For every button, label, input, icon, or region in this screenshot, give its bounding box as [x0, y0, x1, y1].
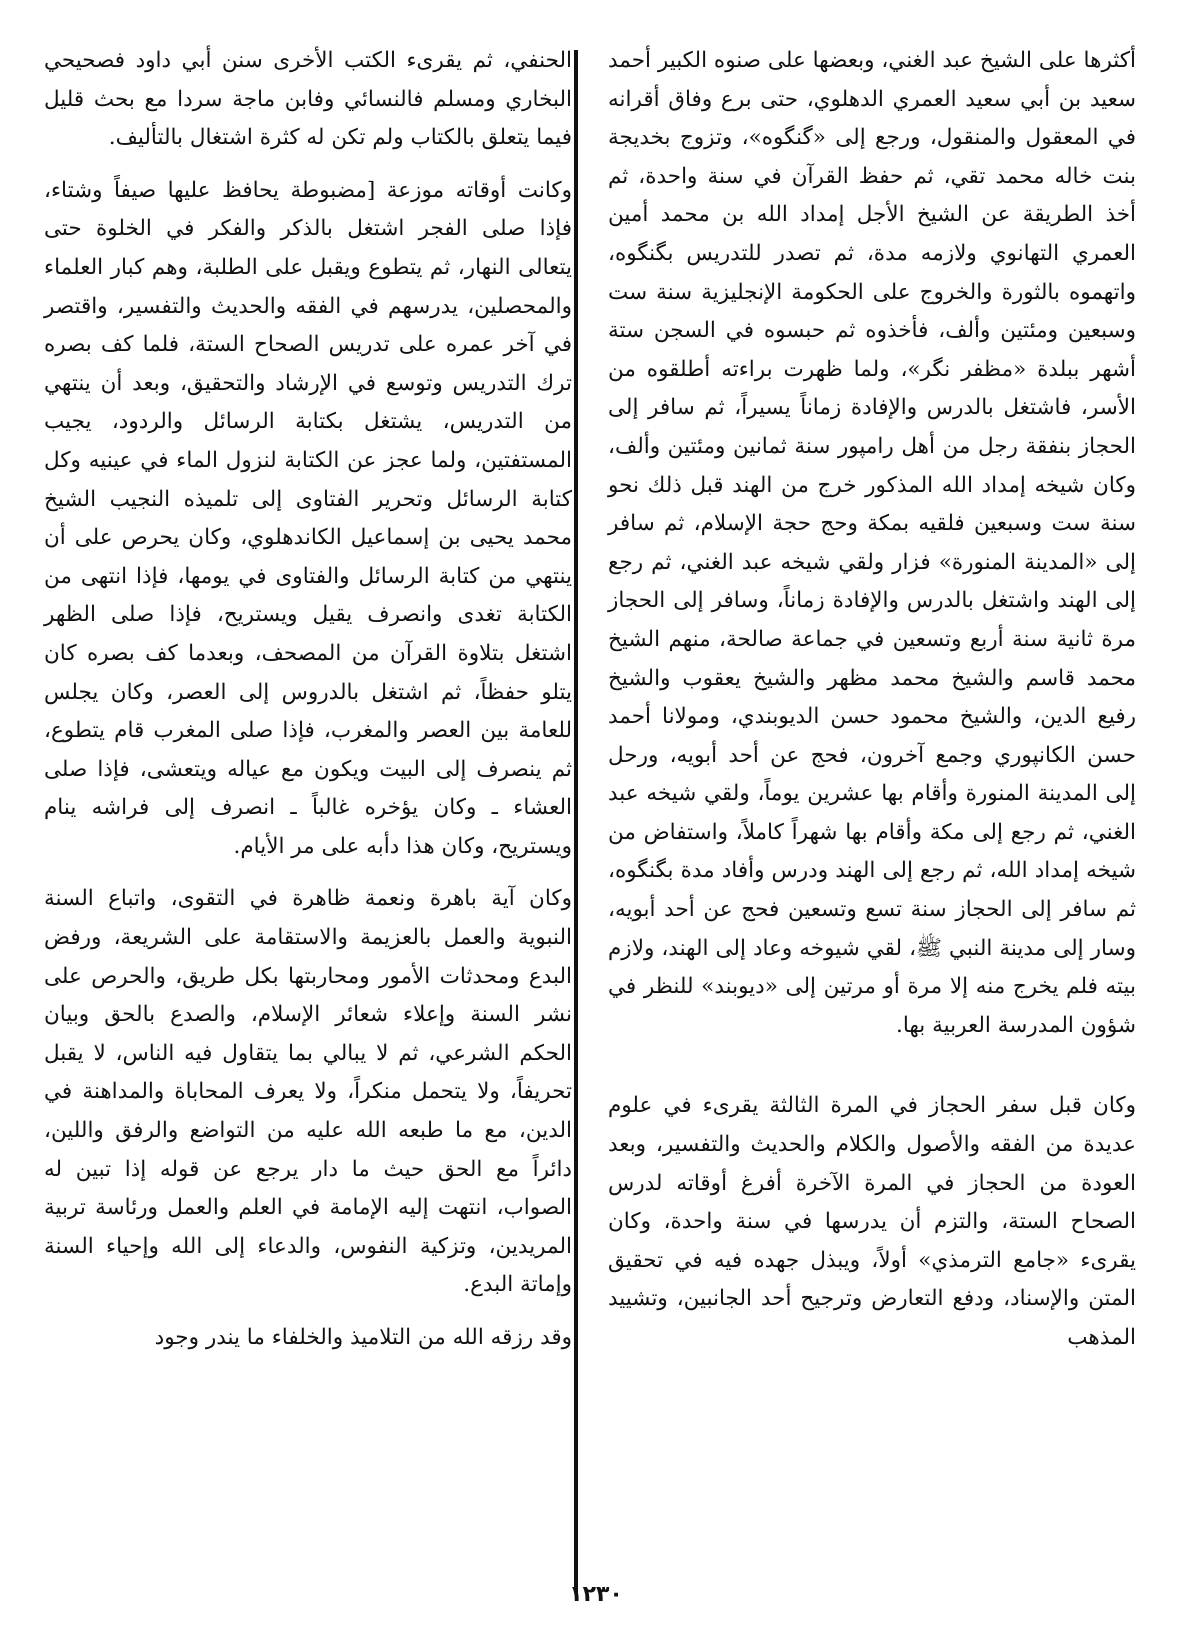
- left-column: [44, 42, 572, 1358]
- right-paragraph-2: وكان قبل سفر الحجاز في المرة الثالثة يقرىء في علوم عديدة من الفقه والأصول والكلام والحديث والتفسير، وبعد العودة من الحجاز في المرة الآخرة أفرغ أوقاته لدرس الصحاح الستة، والتزم أن يدرسها في سنة واحدة، وكان يقرىء «جامع الترمذي» أولاً، ويبذل جهده فيه في تحقيق المتن والإسناد، ودفع التعارض وترجيح أحد الجانبين، وتشييد المذهب: [608, 1093, 1136, 1350]
- column-divider: [574, 50, 578, 1593]
- right-column: [608, 42, 1136, 1358]
- left-paragraph-2: وكانت أوقاته موزعة [مضبوطة يحافظ عليها صيفاً وشتاء، فإذا صلى الفجر اشتغل بالذكر والفكر في الخلوة حتى يتعالى النهار، ثم يتطوع ويقبل على الطلبة، وهم كبار العلماء والمحصلين، يدرسهم في الفقه والحديث والتفسير، واقتصر في آخر عمره على تدريس الصحاح الستة، فلما كف بصره ترك التدريس وتوسع في الإرشاد والتحقيق، وبعد أن ينتهي من التدريس، يشتغل بكتابة الرسائل والردود، يجيب المستفتين، ولما عجز عن الكتابة لنزول الماء في عينيه وكل كتابة الرسائل وتحرير الفتاوى إلى تلميذه النجيب الشيخ محمد يحيى بن إسماعيل الكاندهلوي، وكان يحرص على أن ينتهي من كتابة الرسائل والفتاوى في يومها، فإذا انتهى من الكتابة تغدى وانصرف يقيل ويستريح، فإذا صلى الظهر اشتغل بتلاوة القرآن من المصحف، وبعدما كف بصره كان يتلو حفظاً، ثم اشتغل بالدروس إلى العصر، وكان يجلس للعامة بين العصر والمغرب، فإذا صلى المغرب قام يتطوع، ثم ينصرف إلى البيت ويكون مع عياله ويتعشى، فإذا صلى العشاء ـ وكان يؤخره غالباً ـ انصرف إلى فراشه ينام ويستريح، وكان هذا دأبه على مر الأيام.: [44, 177, 572, 859]
- left-paragraph-4: وقد رزقه الله من التلاميذ والخلفاء ما يندر وجود: [154, 1325, 572, 1350]
- left-paragraph-1: الحنفي، ثم يقرىء الكتب الأخرى سنن أبي داود فصحيحي البخاري ومسلم فالنسائي وفابن ماجة سردا مع بحث قليل فيما يتعلق بالكتاب ولم تكن له كثرة اشتغال بالتأليف.: [44, 48, 572, 151]
- left-paragraph-3: وكان آية باهرة ونعمة ظاهرة في التقوى، واتباع السنة النبوية والعمل بالعزيمة والاستقامة على الشريعة، ورفض البدع ومحدثات الأمور ومحاربتها بكل طريق، والحرص على نشر السنة وإعلاء شعائر الإسلام، والصدع بالحق وبيان الحكم الشرعي، ثم لا يبالي بما يتقاول فيه الناس، لا يقبل تحريفاً، ولا يتحمل منكراً، ولا يعرف المحاباة والمداهنة في الدين، مع ما طبعه الله عليه من التواضع والرفق واللين، دائراً مع الحق حيث ما دار يرجع عن قوله إذا تبين له الصواب، انتهت إليه الإمامة في العلم والعمل ورئاسة تربية المريدين، وتزكية النفوس، والدعاء إلى الله وإحياء السنة وإماتة البدع.: [44, 886, 572, 1298]
- right-paragraph-1: أكثرها على الشيخ عبد الغني، وبعضها على صنوه الكبير أحمد سعيد بن أبي سعيد العمري الدهلوي، حتى برع وفاق أقرانه في المعقول والمنقول، ورجع إلى «گنگوه»، وتزوج بخديجة بنت خاله محمد تقي، ثم حفظ القرآن في سنة واحدة، ثم أخذ الطريقة عن الشيخ الأجل إمداد الله بن محمد أمين العمري التهانوي ولازمه مدة، ثم تصدر للتدريس بگنگوه، واتهموه بالثورة والخروج على الحكومة الإنجليزية سنة ست وسبعين ومئتين وألف، فأخذوه ثم حبسوه في السجن ستة أشهر ببلدة «مظفر نگر»، ولما ظهرت براءته أطلقوه من الأسر، فاشتغل بالدرس والإفادة زماناً يسيراً، ثم سافر إلى الحجاز بنفقة رجل من أهل رامپور سنة ثمانين ومئتين وألف، وكان شيخه إمداد الله المذكور خرج من الهند قبل ذلك نحو سنة ست وسبعين فلقيه بمكة وحج حجة الإسلام، ثم سافر إلى «المدينة المنورة» فزار ولقي شيخه عبد الغني، ثم رجع إلى الهند واشتغل بالدرس والإفادة زماناً، وسافر إلى الحجاز مرة ثانية سنة أربع وتسعين في جماعة صالحة، منهم الشيخ محمد قاسم والشيخ محمد مظهر والشيخ يعقوب والشيخ رفيع الدين، والشيخ محمود حسن الديوبندي، ومولانا أحمد حسن الكانپوري وجمع آخرون، فحج عن أحد أبويه، ورحل إلى المدينة المنورة وأقام بها عشرين يوماً، ولقي شيخه عبد الغني، ثم رجع إلى مكة وأقام بها شهراً كاملاً، واستفاض من شيخه إمداد الله، ثم رجع إلى الهند ودرس وأفاد مدة بگنگوه، ثم سافر إلى الحجاز سنة تسع وتسعين فحج عن أحد أبويه، وسار إلى مدينة النبي ﷺ، لقي شيوخه وعاد إلى الهند، ولازم بيته فلم يخرج منه إلا مرة أو مرتين إلى «ديوبند» للنظر في شؤون المدرسة العربية بها.: [608, 48, 1136, 1038]
- page-number: ١٢٣٠: [569, 1582, 623, 1607]
